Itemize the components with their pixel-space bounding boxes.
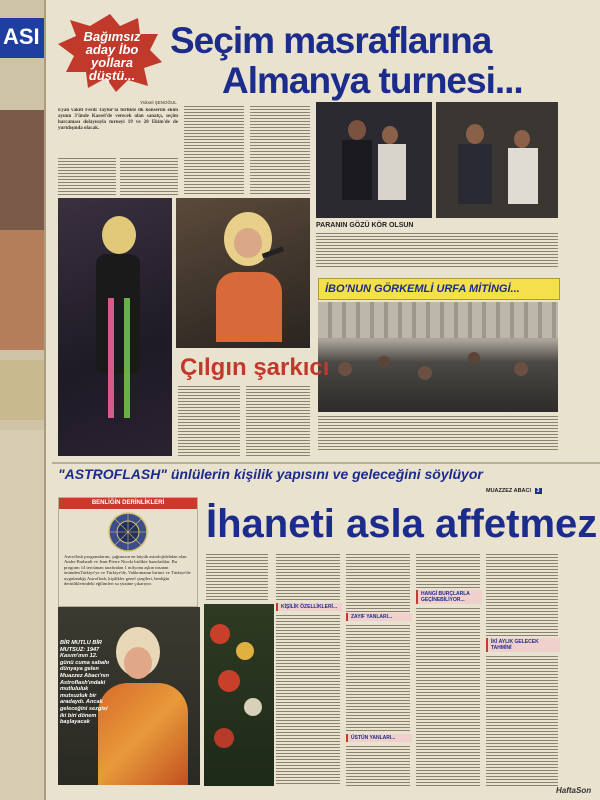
story-column-1 (58, 156, 116, 196)
dancer-title: Çılgın şarkıcı (180, 354, 330, 381)
astro-column-3c (346, 744, 410, 786)
headline-line1: Seçim masraflarına (170, 20, 492, 61)
sub-zayif: ZAYIF YANLARI... (351, 614, 393, 620)
headline-line2: Almanya turnesi... (222, 60, 523, 101)
rally-title: İBO'NUN GÖRKEMLİ URFA MİTİNGİ... (325, 283, 520, 295)
concert-photo-left (316, 102, 432, 218)
astro-column-3b (346, 623, 410, 731)
sub-kisilik: KİŞİLİK ÖZELLİKLERİ... (281, 604, 338, 610)
footer-brand: HaftaSon (556, 786, 592, 795)
astro-column-4 (416, 552, 480, 588)
sub-zayif-bar (346, 613, 412, 621)
dancer-text-1 (178, 384, 240, 456)
concert-photo-right (436, 102, 558, 218)
sub-ustun-bar (346, 734, 412, 742)
astro-column-3 (346, 552, 410, 612)
photo-caption-text (316, 231, 558, 269)
rally-banner (318, 278, 560, 300)
astro-box (58, 497, 198, 607)
astro-headline: İhaneti asla affetmez (206, 502, 598, 546)
story-lead: Eyalı vakiti Ferdi Tayfur'la birlikte ilk konserini ekim ayının 3'ünde Kassel'de verecek olan sanatçı, seçim harcaması dolayısıyla turneyi 19 ve 20 Ekim'de de yurtdışında olacak. (58, 108, 178, 131)
sub-ilk: İKİ AYLIK GELECEK TAHMİNİ (491, 639, 539, 651)
astro-author: MUAZZEZ ABACI (486, 488, 532, 494)
sub-ustun: ÜSTÜN YANLARI... (351, 735, 396, 741)
photo-caption-title: PARANIN GÖZÜ KÖR OLSUN (316, 222, 414, 229)
badge-text: Bağımsız aday İbo yollara düştü... (83, 29, 141, 83)
astro-column-2 (276, 552, 340, 600)
flower-photo (204, 604, 274, 786)
dancer-photo-left (58, 198, 172, 456)
sub-ilk-bar (486, 638, 560, 652)
astro-column-1 (206, 552, 268, 602)
astro-box-title: BENLİĞİN DERİNLİKLERİ (59, 498, 197, 509)
astro-column-2b (276, 613, 340, 785)
astro-box-text: Astroflash programlarını, çağımızın en büyük astrolojidehdan olan Andre Barbault ve Jean-Pierre Nicola birlikte hazırladılar. Bu program 14 tercüman tarafından 1 milyonu aşkın insanın önündenTürkiye'ye ve Türkiye'de, Vakkomanın birinci ve Türkiye'de uygulandığı Astroflash, kişilikler genel çizgileri, benliğin derinliklerindeki eğilimleri su yüzüne çıkarıyor. (64, 554, 191, 587)
sub-hangi-bar (416, 590, 482, 604)
story-column-3 (184, 104, 244, 196)
sub-hangi: HANGİ BURÇLARLA GEÇİNEBİLİYOR... (421, 591, 470, 603)
astro-column-5b (486, 654, 558, 786)
astro-part: 3 (536, 488, 540, 494)
sub-kisilik-bar (276, 603, 342, 611)
section-divider (52, 462, 600, 464)
astro-column-4b (416, 606, 480, 786)
story-column-4 (250, 104, 310, 196)
story-column-2 (120, 156, 178, 196)
astro-kicker: "ASTROFLASH" ünlülerin kişilik yapısını ve geleceğini söylüyor (58, 466, 483, 482)
rally-photo (318, 302, 558, 412)
zodiac-wheel-icon (73, 512, 183, 552)
candidate-badge (58, 12, 162, 92)
previous-page-strip (0, 0, 46, 800)
dancer-photo-right (176, 198, 310, 348)
astro-author-tag (486, 488, 542, 494)
dancer-text-2 (246, 384, 310, 456)
rally-caption (318, 414, 558, 450)
portrait-caption: BİR MUTLU BİR MUTSUZ: 1947 Kasım'ının 12. günü cuma sabahı dünyaya gelen Muazzez Abacı'nın Astroflash'ındaki mutlululuk mutsuzluk bir aradaydı. Ancak geleceğini sezgisi iki biri dönem başlayacak (60, 640, 110, 726)
astro-column-5 (486, 552, 558, 636)
byline: Yüksel ŞENOĞUL (140, 100, 177, 105)
previous-page-fragment: ASI (3, 24, 40, 49)
